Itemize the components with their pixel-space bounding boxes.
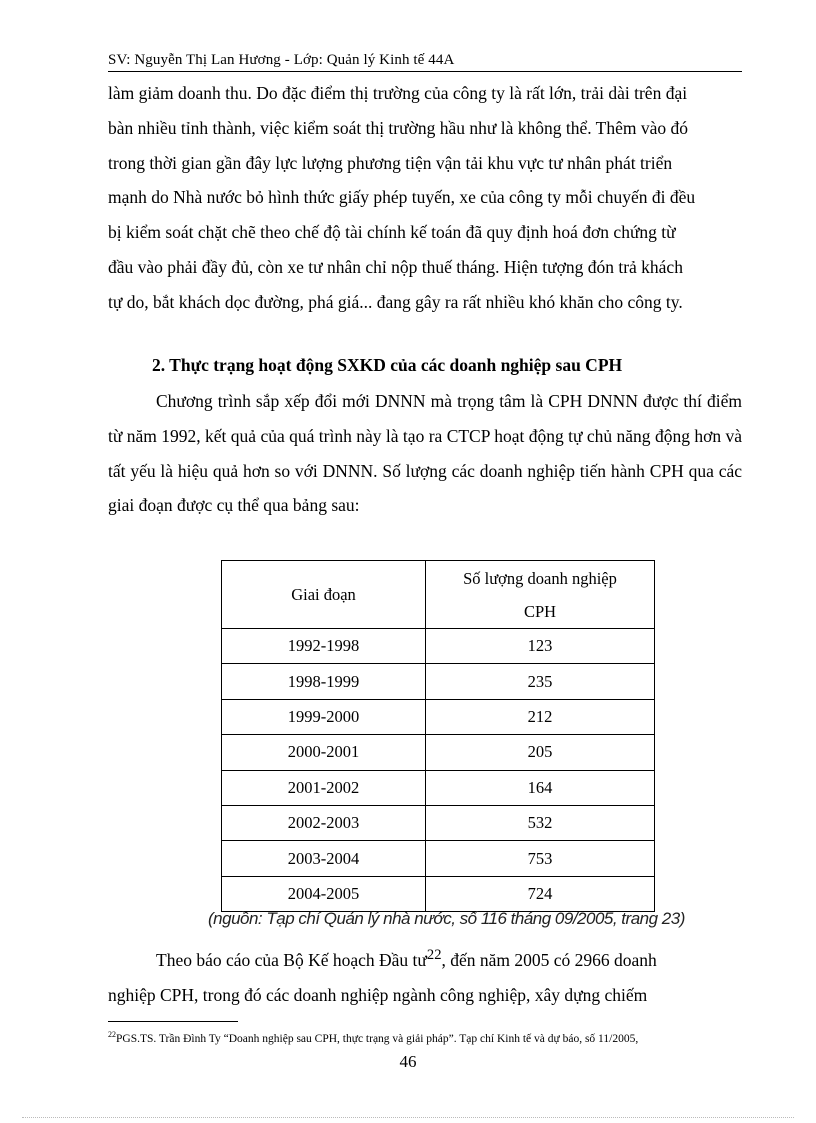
count-cell: 212 [426,699,655,734]
footnote-text: PGS.TS. Trần Đình Ty “Doanh nghiệp sau CPH, thực trạng và giải pháp”. Tạp chí Kinh tế và dự báo, số 11/2005, [116,1032,639,1045]
table-row [222,735,655,770]
col-header-period: Giai đoạn [222,561,426,629]
closing-line-1 [108,938,742,978]
table-row [222,841,655,876]
count-cell: 235 [426,664,655,699]
count-cell: 724 [426,876,655,911]
table-row [222,770,655,805]
closing-line-2: nghiệp CPH, trong đó các doanh nghiệp ngành công nghiệp, xây dựng chiếm [108,984,648,1005]
table-row [222,805,655,840]
col-header-count-line2: CPH [523,601,557,621]
footnote [108,1030,748,1045]
period-cell: 2002-2003 [222,805,426,840]
intro-line: bàn nhiều tỉnh thành, việc kiểm soát thị trường hầu như là không thể. Thêm vào đó [108,117,689,138]
section-paragraph [108,384,742,523]
count-cell: 123 [426,629,655,664]
count-cell: 532 [426,805,655,840]
page-number: 46 [399,1052,417,1071]
footnote-divider [108,1021,238,1022]
section-heading: 2. Thực trạng hoạt động SXKD của các doanh nghiệp sau CPH [152,355,623,375]
intro-line: bị kiểm soát chặt chẽ theo chế độ tài chính kế toán đã quy định hoá đơn chứng từ [108,222,676,243]
period-cell: 2000-2001 [222,735,426,770]
closing-text-before: Theo báo cáo của Bộ Kế hoạch Đầu tư [156,949,427,970]
period-cell: 2001-2002 [222,770,426,805]
col-header-count [426,561,655,629]
period-cell: 1992-1998 [222,629,426,664]
col-header-count-line1: Số lượng doanh nghiệp [463,568,617,588]
table-header-row [222,561,655,629]
intro-line: trong thời gian gần đây lực lượng phương tiện vận tải khu vực tư nhân phát triển [108,152,673,173]
count-cell: 164 [426,770,655,805]
count-cell: 205 [426,735,655,770]
table-source-note: (nguồn: Tạp chí Quản lý nhà nước, số 116 tháng 09/2005, trang 23) [208,909,685,928]
intro-line: tự do, bắt khách dọc đường, phá giá... đang gây ra rất nhiều khó khăn cho công ty. [108,291,683,312]
period-cell: 1998-1999 [222,664,426,699]
table-row [222,629,655,664]
intro-line: mạnh do Nhà nước bỏ hình thức giấy phép tuyến, xe của công ty mỗi chuyến đi đều [108,187,696,208]
footnote-number: 22 [108,1030,116,1039]
period-cell: 2004-2005 [222,876,426,911]
cph-table [221,560,655,912]
intro-paragraph [108,76,742,320]
intro-line: làm giảm doanh thu. Do đặc điểm thị trường của công ty là rất lớn, trải dài trên đại [108,83,688,103]
closing-text-after: , đến năm 2005 có 2966 doanh [441,949,657,970]
intro-line: đầu vào phải đầy đủ, còn xe tư nhân chỉ nộp thuế tháng. Hiện tượng đón trả khách [108,256,683,277]
count-cell: 753 [426,841,655,876]
page-bottom-border [22,1117,794,1118]
period-cell: 2003-2004 [222,841,426,876]
footnote-reference[interactable]: 22 [426,947,442,963]
section-paragraph-text: Chương trình sắp xếp đổi mới DNNN mà trọng tâm là CPH DNNN được thí điểm từ năm 1992, kết quả của quá trình này là tạo ra CTCP hoạt động tự chủ năng động hơn và tất yếu là hiệu quả hơn so với DNNN. Số lượng các doanh nghiệp tiến hành CPH qua các giai đoạn được cụ thể qua bảng sau: [108,391,742,516]
table-row [222,876,655,911]
running-header: SV: Nguyễn Thị Lan Hương - Lớp: Quản lý Kinh tế 44A [108,52,742,72]
table-row [222,664,655,699]
period-cell: 1999-2000 [222,699,426,734]
closing-paragraph [108,938,742,1012]
table-row [222,699,655,734]
